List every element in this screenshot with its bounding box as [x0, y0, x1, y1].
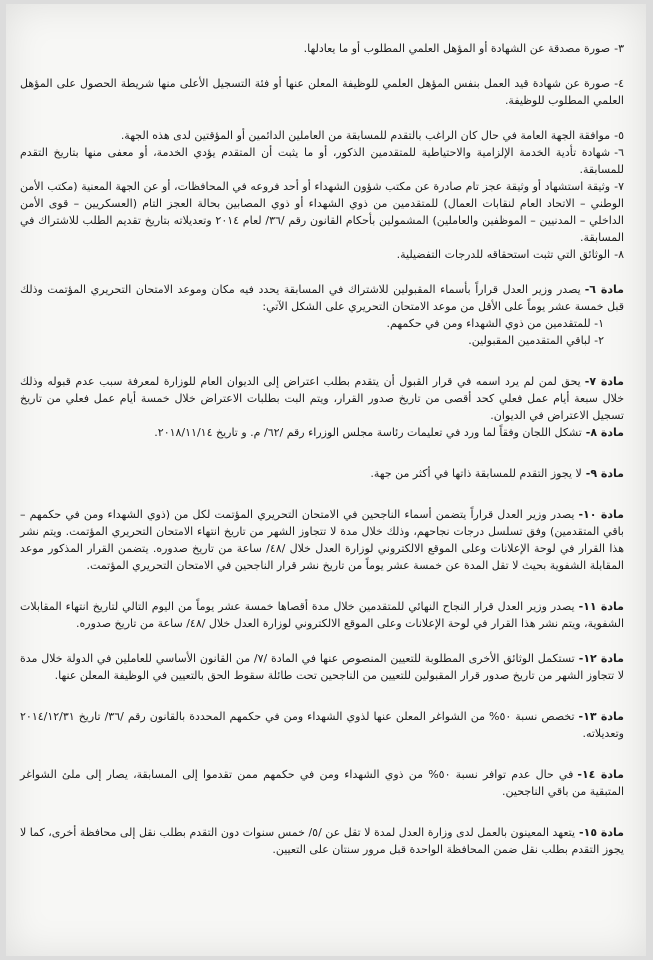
document-body [20, 40, 624, 858]
article-6-sub-1: ١- للمتقدمين من ذوي الشهداء ومن في حكمهم. [386, 317, 604, 330]
article-13: مادة ١٣-تخصص نسبة ٥٠% من الشواغر المعلن عنها لذوي الشهداء ومن في حكمهم المحددة بالقانون رقم /٣٦/ تاريخ ٢٠١٤/١٢/٣١ وتعديلاته. [20, 710, 624, 740]
article-6-sub-2: ٢- لباقي المتقدمين المقبولين. [468, 334, 604, 347]
article-11: مادة ١١-يصدر وزير العدل قرار النجاح النهائي للمتقدمين خلال مدة أقصاها خمسة عشر يوماً من اليوم التالي لتاريخ انتهاء المقابلات الشفوية، ويتم نشر هذا القرار في لوحة الإعلانات وعلى الموقع الالكتروني لوزارة العدل خلال /٤٨/ ساعة من تاريخ صدوره. [20, 600, 624, 630]
requirement-item-7: ٧-وثيقة استشهاد أو وثيقة عجز تام صادرة عن مكتب شؤون الشهداء أو أحد فروعه في المحافظات، أو عن الجهة المعنية (مكتب الأمن الوطني – الاتحاد العام لنقابات العمال) للمتقدمين من ذوي الشهداء أو ذوي المصابين بحالة العجز التام (العسكريين – قوى الأمن الداخلي – المدنيين – الموظفين والعاملين) المشمولين بأحكام القانون رقم /٣٦/ لعام ٢٠١٤ وتعديلاته بتاريخ تقديم الطلب للاشتراك في المسابقة. [20, 180, 624, 244]
document-page [6, 4, 646, 956]
article-12: مادة ١٢-تستكمل الوثائق الأخرى المطلوبة للتعيين المنصوص عنها في المادة /٧/ من القانون الأساسي للعاملين في الدولة خلال مدة لا تتجاوز الشهر من تاريخ صدور قرار المقبولين للتعيين من الناجحين تحت طائلة سقوط الحق بالتعيين في الوظيفة المعلن عنها. [20, 652, 624, 682]
article-7: مادة ٧-يحق لمن لم يرد اسمه في قرار القبول أن يتقدم بطلب اعتراض إلى الديوان العام للوزارة لمعرفة سبب عدم قبوله وذلك خلال سبعة أيام عمل فعلي كحد أقصى من تاريخ صدور القرار، ويتم البت بطلبات الاعتراض خلال خمسة أيام عمل فعلي من تاريخ تسجيل الاعتراض في الديوان. [20, 375, 624, 422]
requirement-item-5: ٥-موافقة الجهة العامة في حال كان الراغب بالتقدم للمسابقة من العاملين الدائمين أو المؤقتين لدى هذه الجهة. [120, 129, 624, 142]
requirement-item-4: ٤-صورة عن شهادة قيد العمل بنفس المؤهل العلمي للوظيفة المعلن عنها أو فئة التسجيل الأعلى منها شريطة الحصول على المؤهل العلمي المطلوب للوظيفة. [20, 77, 624, 107]
requirement-item-8: ٨-الوثائق التي تثبت استحقاقه للدرجات التفضيلية. [396, 248, 624, 261]
article-14: مادة ١٤-في حال عدم توافر نسبة ٥٠% من ذوي الشهداء ومن في حكمهم ممن تقدموا إلى المسابقة، يصار إلى ملئ الشواغر المتبقية من باقي الناجحين. [20, 768, 624, 798]
article-8: مادة ٨-تشكل اللجان وفقاً لما ورد في تعليمات رئاسة مجلس الوزراء رقم /٦٢/ م. و تاريخ ٢٠١٨/١١/١٤. [154, 426, 624, 439]
requirement-item-3: ٣-صورة مصدقة عن الشهادة أو المؤهل العلمي المطلوب أو ما يعادلها. [303, 42, 624, 55]
article-10: مادة ١٠-يصدر وزير العدل قراراً يتضمن أسماء الناجحين في الامتحان التحريري المؤتمت لكل من (ذوي الشهداء ومن في حكمهم – باقي المتقدمين) وفق تسلسل درجات نجاحهم، وذلك خلال مدة لا تتجاوز الشهر من تاريخ انتهاء الامتحان التحريري المؤتمت. ويتم نشر هذا القرار في لوحة الإعلانات وعلى الموقع الالكتروني لوزارة العدل خلال /٤٨/ ساعة من تاريخ صدوره. يتضمن القرار المذكور موعد المقابلة الشفوية بحيث لا تقل المدة عن خمسة عشر يوماً من تاريخ نشر قرار الناجحين في الامتحان التحريري المؤتمت. [20, 508, 625, 572]
article-15: مادة ١٥-يتعهد المعينون بالعمل لدى وزارة العدل لمدة لا تقل عن /٥/ خمس سنوات دون التقدم بطلب نقل إلى محافظة أخرى، كما لا يجوز التقدم بطلب نقل ضمن المحافظة الواحدة قبل مرور سنتان على التعيين. [20, 826, 624, 856]
article-9: مادة ٩-لا يجوز التقدم للمسابقة ذاتها في أكثر من جهة. [370, 467, 624, 480]
article-6: مادة ٦-يصدر وزير العدل قراراً بأسماء المقبولين للاشتراك في المسابقة يحدد فيه مكان وموعد الامتحان التحريري المؤتمت وذلك قبل خمسة عشر يوماً على الأقل من موعد الامتحان التحريري على الشكل الآتي: [20, 283, 624, 313]
requirement-item-6: ٦-شهادة تأدية الخدمة الإلزامية والاحتياطية للمتقدمين الذكور، أو ما يثبت أن المتقدم يؤدي الخدمة، أو معفى منها بتاريخ التقدم للمسابقة. [20, 146, 624, 176]
